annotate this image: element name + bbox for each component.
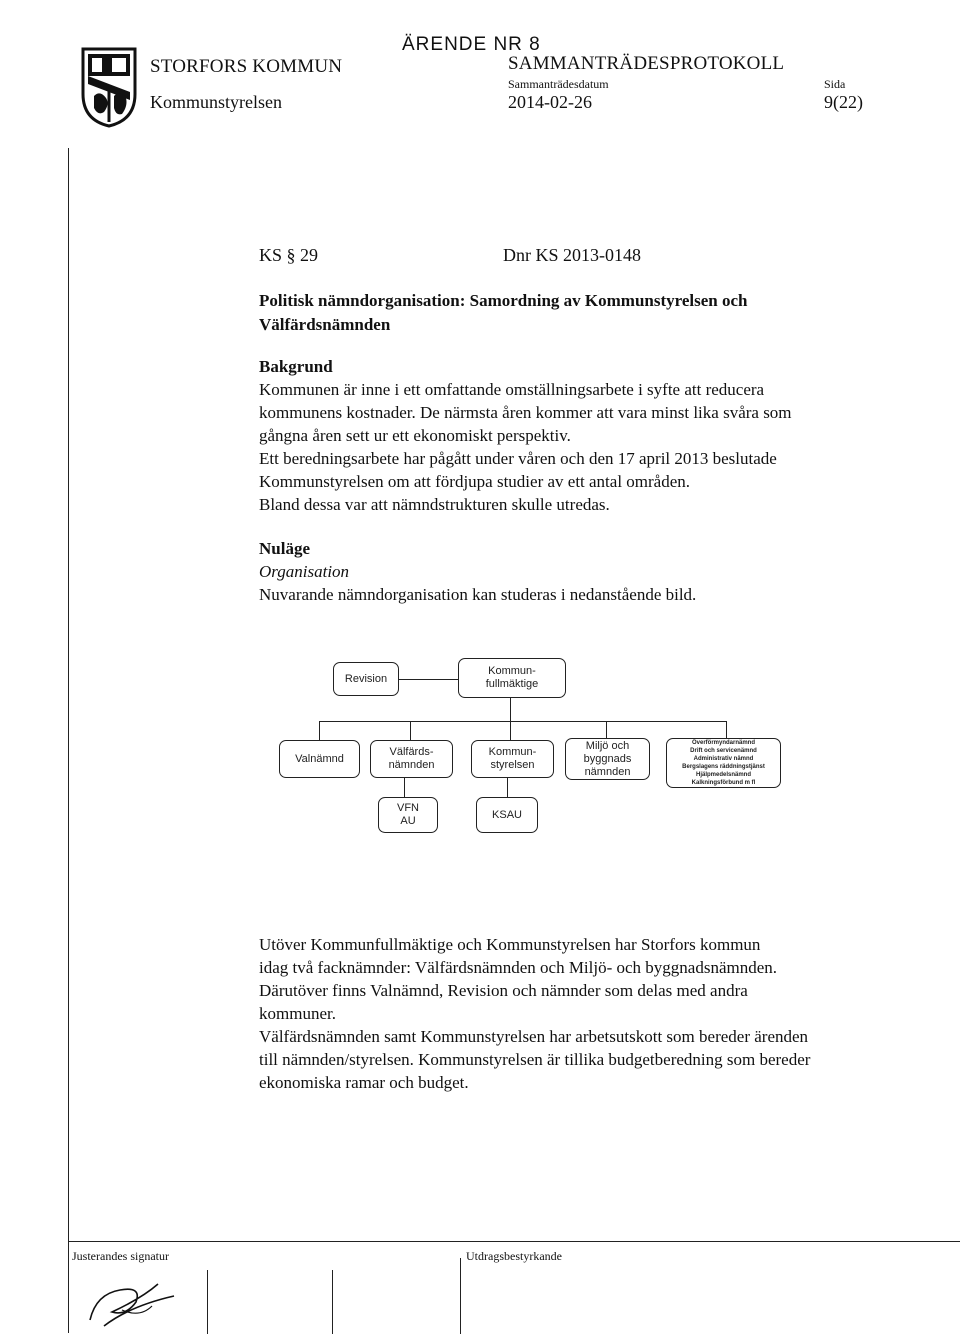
connector-line bbox=[510, 721, 511, 741]
date-label: Sammanträdesdatum bbox=[508, 77, 609, 91]
org-box-label: Kalkningsförbund m fl bbox=[691, 780, 756, 786]
signature-divider bbox=[332, 1270, 333, 1334]
connector-line bbox=[606, 721, 607, 739]
org-box-label: fullmäktige bbox=[485, 678, 539, 690]
document-type: SAMMANTRÄDESPROTOKOLL bbox=[508, 53, 785, 74]
connector-line bbox=[726, 721, 727, 739]
paragraph-number: KS § 29 bbox=[259, 245, 319, 265]
closing-line: idag två facknämnder: Välfärdsnämnden och Miljö- och byggnadsnämnden. bbox=[259, 958, 778, 977]
signature-divider bbox=[207, 1270, 208, 1334]
org-box-label: Hjälpmedelsnämnd bbox=[695, 772, 751, 778]
closing-line: ekonomiska ramar och budget. bbox=[259, 1073, 469, 1092]
page-number: 9(22) bbox=[824, 92, 863, 112]
connector-line bbox=[510, 697, 511, 722]
org-box-kommunfullmaktige bbox=[458, 658, 566, 698]
org-box-label: Kommun- bbox=[488, 665, 536, 677]
organisation-subheading: Organisation bbox=[259, 562, 350, 581]
justerandes-signatur-label: Justerandes signatur bbox=[72, 1249, 169, 1263]
org-box-label: VFN bbox=[397, 802, 419, 814]
bakgrund-line: kommunens kostnader. De närmsta åren kommer att vara minst lika svåra som bbox=[259, 403, 792, 422]
nulage-intro: Nuvarande nämndorganisation kan studeras i nedanstående bild. bbox=[259, 585, 697, 604]
org-box-label: Valnämnd bbox=[295, 752, 344, 765]
arende-number: ÄRENDE NR 8 bbox=[402, 34, 541, 55]
org-box-label: byggnads bbox=[583, 752, 632, 765]
margin-line bbox=[68, 148, 69, 1333]
org-box-label: nämnden bbox=[388, 759, 435, 771]
page-label: Sida bbox=[824, 77, 846, 91]
connector-line bbox=[404, 778, 405, 798]
item-title-line2: Välfärdsnämnden bbox=[259, 315, 391, 334]
org-box-valnamnd bbox=[279, 740, 360, 778]
org-box-gemensamma-namnder bbox=[666, 738, 781, 788]
connector-line bbox=[507, 778, 508, 798]
connector-line bbox=[398, 679, 458, 680]
municipal-coat-of-arms bbox=[80, 46, 138, 128]
meeting-date: 2014-02-26 bbox=[508, 92, 592, 112]
org-box-kommunstyrelsen bbox=[471, 740, 554, 778]
signature-divider bbox=[460, 1258, 461, 1334]
org-box-vfn-au bbox=[378, 797, 438, 833]
municipality-name: STORFORS KOMMUN bbox=[150, 56, 343, 77]
closing-line: kommuner. bbox=[259, 1004, 336, 1023]
org-box-miljo-och-byggnadsnamnden bbox=[565, 738, 650, 780]
org-box-revision bbox=[333, 662, 399, 696]
bakgrund-line: Kommunstyrelsen om att fördjupa studier av ett antal områden. bbox=[259, 472, 691, 491]
connector-line bbox=[410, 721, 411, 741]
org-box-label: Revision bbox=[344, 672, 388, 685]
closing-line: Välfärdsnämnden samt Kommunstyrelsen har arbetsutskott som bereder ärenden bbox=[259, 1027, 809, 1046]
org-box-ksau bbox=[476, 797, 538, 833]
footer-rule bbox=[68, 1241, 960, 1242]
org-box-label: Administrativ nämnd bbox=[693, 756, 754, 762]
org-box-label: nämnden bbox=[584, 765, 631, 778]
org-box-label: Kommun- bbox=[488, 746, 537, 758]
bakgrund-line: Ett beredningsarbete har pågått under våren och den 17 april 2013 beslutade bbox=[259, 449, 777, 468]
org-box-label: styrelsen bbox=[490, 759, 535, 771]
diary-number: Dnr KS 2013-0148 bbox=[503, 245, 641, 265]
connector-line bbox=[319, 721, 320, 741]
org-box-label: Miljö och bbox=[585, 739, 630, 752]
bakgrund-line: gångna åren sett ur ett ekonomiskt perspektiv. bbox=[259, 426, 571, 445]
connector-line bbox=[319, 721, 727, 722]
nulage-heading: Nuläge bbox=[259, 539, 310, 558]
org-box-label: KSAU bbox=[492, 808, 522, 821]
org-box-label: AU bbox=[400, 815, 416, 827]
closing-line: till nämnden/styrelsen. Kommunstyrelsen är tillika budgetberedning som bereder bbox=[259, 1050, 811, 1069]
closing-line: Därutöver finns Valnämnd, Revision och nämnder som delas med andra bbox=[259, 981, 748, 1000]
bakgrund-line: Bland dessa var att nämndstrukturen skulle utredas. bbox=[259, 495, 610, 514]
closing-line: Utöver Kommunfullmäktige och Kommunstyrelsen har Storfors kommun bbox=[259, 935, 761, 954]
bakgrund-line: Kommunen är inne i ett omfattande omställningsarbete i syfte att reducera bbox=[259, 380, 765, 399]
utdragsbestyrkande-label: Utdragsbestyrkande bbox=[466, 1249, 562, 1263]
org-box-label: Bergslagens räddningstjänst bbox=[682, 764, 765, 770]
handwritten-signature bbox=[82, 1276, 182, 1332]
org-box-valfardsnamnden bbox=[370, 740, 453, 778]
org-box-label: Välfärds- bbox=[389, 746, 434, 758]
committee-name: Kommunstyrelsen bbox=[150, 92, 282, 112]
item-title-line1: Politisk nämndorganisation: Samordning av Kommunstyrelsen och bbox=[259, 291, 748, 310]
org-box-label: Överförmyndarnämnd bbox=[691, 740, 755, 746]
bakgrund-heading: Bakgrund bbox=[259, 357, 333, 376]
org-box-label: Drift och servicenämnd bbox=[690, 748, 757, 754]
